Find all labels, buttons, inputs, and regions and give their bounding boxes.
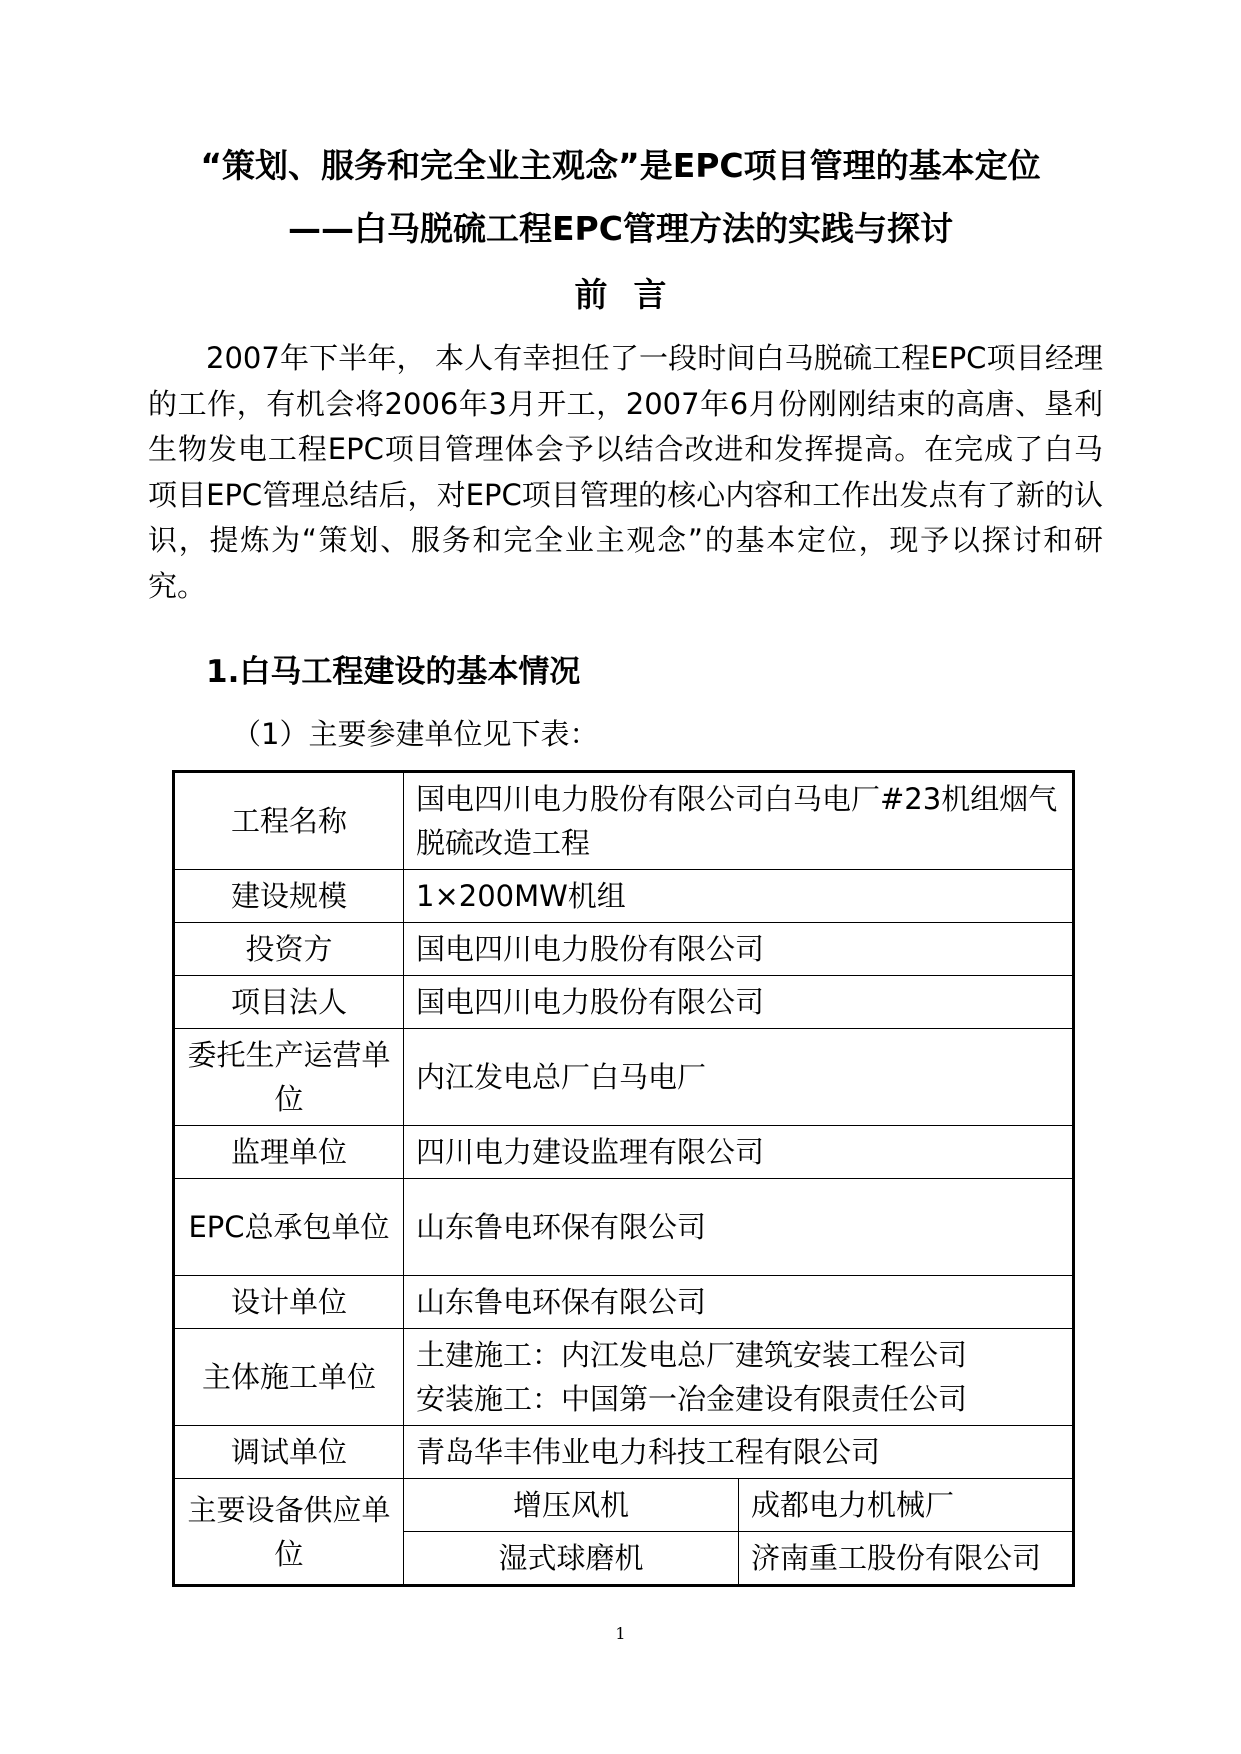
table-row	[174, 1479, 1074, 1532]
civil-construction: 土建施工：内江发电总厂建筑安装工程公司	[416, 1338, 968, 1372]
section-heading: 1.白马工程建设的基本情况	[206, 654, 581, 690]
table-row	[174, 976, 1074, 1029]
table-row	[174, 1329, 1074, 1426]
table-caption: （1）主要参建单位见下表：	[232, 717, 599, 751]
table-row	[174, 1179, 1074, 1276]
table-row	[174, 1126, 1074, 1179]
row-key: 主体施工单位	[174, 1329, 404, 1426]
row-key: 监理单位	[174, 1126, 404, 1179]
table-row	[174, 1029, 1074, 1126]
equipment-name: 增压风机	[404, 1479, 739, 1532]
row-key: EPC总承包单位	[174, 1179, 404, 1276]
row-value: 国电四川电力股份有限公司	[404, 923, 1074, 976]
row-key: 工程名称	[174, 772, 404, 870]
row-key: 主要设备供应单位	[174, 1479, 404, 1586]
document-title: “策划、服务和完全业主观念”是EPC项目管理的基本定位	[200, 146, 1041, 185]
intro-text: 2007年下半年， 本人有幸担任了一段时间白马脱硫工程EPC项目经理的工作，有机会将2006年3月开工，2007年6月份刚刚结束的高唐、垦利生物发电工程EPC项目管理体会予以结合改进和发挥提高。在完成了白马项目EPC管理总结后，对EPC项目管理的核心内容和工作出发点有了新的认识，提炼为“策划、服务和完全业主观念”的基本定位，现予以探讨和研究。	[148, 341, 1103, 603]
row-value: 青岛华丰伟业电力科技工程有限公司	[404, 1426, 1074, 1479]
row-key: 项目法人	[174, 976, 404, 1029]
row-key: 调试单位	[174, 1426, 404, 1479]
page-number: 1	[615, 1624, 626, 1643]
table-row	[174, 772, 1074, 870]
table-row	[174, 870, 1074, 923]
table-row	[174, 923, 1074, 976]
preface-title: 前言	[574, 275, 693, 314]
equipment-name: 湿式球磨机	[404, 1532, 739, 1586]
row-value: 国电四川电力股份有限公司	[404, 976, 1074, 1029]
row-value: 四川电力建设监理有限公司	[404, 1126, 1074, 1179]
equipment-supplier: 济南重工股份有限公司	[739, 1532, 1074, 1586]
row-key: 建设规模	[174, 870, 404, 923]
row-key: 设计单位	[174, 1276, 404, 1329]
table-row	[174, 1426, 1074, 1479]
row-value: 山东鲁电环保有限公司	[404, 1179, 1074, 1276]
row-value: 内江发电总厂白马电厂	[404, 1029, 1074, 1126]
row-value: 山东鲁电环保有限公司	[404, 1276, 1074, 1329]
installation-construction: 安装施工：中国第一冶金建设有限责任公司	[416, 1382, 968, 1416]
document-subtitle: ——白马脱硫工程EPC管理方法的实践与探讨	[288, 209, 953, 248]
table-row	[174, 1276, 1074, 1329]
row-key: 委托生产运营单位	[174, 1029, 404, 1126]
row-value	[404, 1329, 1074, 1426]
row-key: 投资方	[174, 923, 404, 976]
row-value: 国电四川电力股份有限公司白马电厂#23机组烟气脱硫改造工程	[404, 772, 1074, 870]
intro-paragraph	[148, 336, 1103, 610]
row-value: 1×200MW机组	[404, 870, 1074, 923]
equipment-supplier: 成都电力机械厂	[739, 1479, 1074, 1532]
participants-table	[172, 770, 1075, 1587]
